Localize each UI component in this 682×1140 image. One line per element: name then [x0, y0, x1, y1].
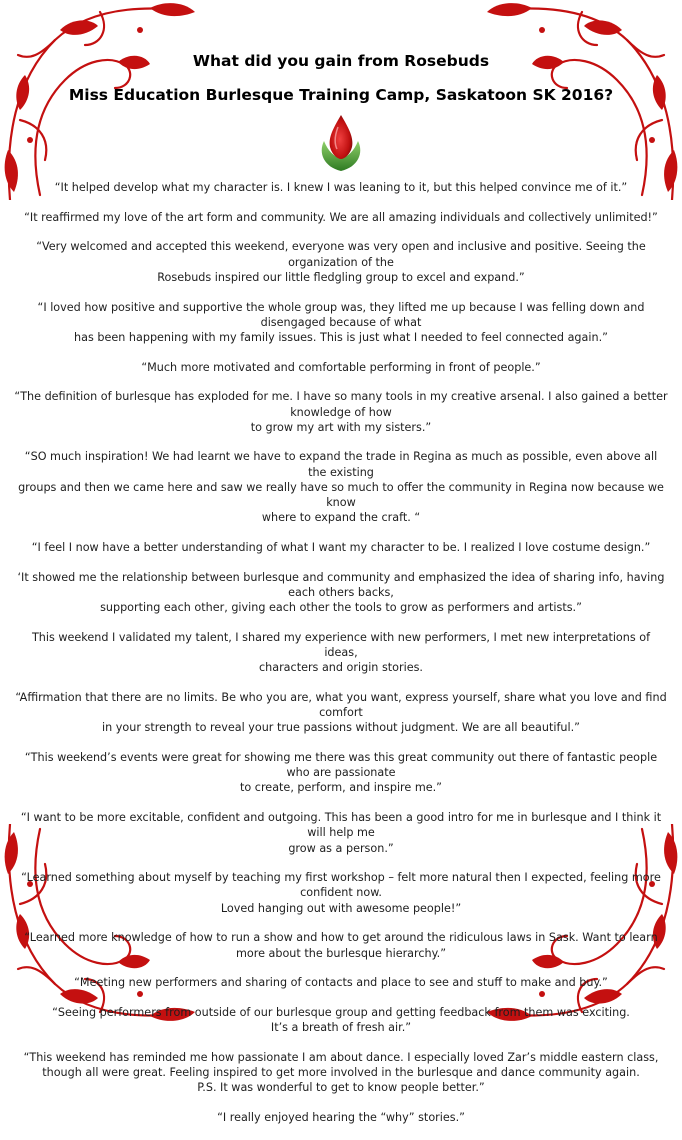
testimonial-list — [14, 180, 668, 1140]
page-title-line-1: What did you gain from Rosebuds — [192, 52, 490, 70]
testimonial-quote: “Learned something about myself by teaching my first workshop – felt more natural then I expected, feeling more confident now. Loved hanging out with awesome people!” — [21, 871, 661, 915]
testimonial-quote: “Meeting new performers and sharing of contacts and place to see and stuff to make and buy.” — [74, 976, 608, 990]
page-title-line-2: Miss Education Burlesque Training Camp, Saskatoon SK 2016? — [68, 86, 614, 104]
testimonial-quote: “It helped develop what my character is. I knew I was leaning to it, but this helped convince me of it.” — [54, 181, 628, 194]
testimonial-quote: “I feel I now have a better understanding of what I want my character to be. I realized I love costume design.” — [31, 540, 651, 554]
testimonial-quote: ‘It showed me the relationship between burlesque and community and emphasized the idea of sharing info, having each others backs, supporting each other, giving each other the tools to grow as performers and artists.” — [17, 570, 665, 615]
testimonial-quote: “I loved how positive and supportive the whole group was, they lifted me up because I was felling down and disengaged because of what has been happening with my family issues. This is just what I needed to feel connected again.” — [37, 300, 645, 344]
testimonial-quote: “Seeing performers from outside of our burlesque group and getting feedback from them was exciting. It’s a breath of fresh air.” — [52, 1005, 630, 1035]
testimonial-quote: “This weekend’s events were great for showing me there was this great community out there of fantastic people who are passionate to create, perform, and inspire me.” — [24, 750, 658, 795]
testimonial-quote: “This weekend has reminded me how passionate I am about dance. I especially loved Zar’s middle eastern class, though all were great. Feeling inspired to get more involved in the burlesque and dance community again. P.S. It was wonderful to get to know people better.” — [23, 1050, 659, 1095]
testimonial-quote: “I want to be more excitable, confident and outgoing. This has been a good intro for me in burlesque and I think it will help me grow as a person.” — [20, 811, 662, 855]
testimonial-quote: “Affirmation that there are no limits. Be who you are, what you want, express yourself, share what you love and find comfort in your strength to reveal your true passions without judgment. We are all beautiful.” — [15, 690, 667, 735]
testimonial-quote: “The definition of burlesque has exploded for me. I have so many tools in my creative arsenal. I also gained a better knowledge of how to grow my art with my sisters.” — [14, 390, 668, 434]
testimonial-quote: “Learned more knowledge of how to run a show and how to get around the ridiculous laws in Sask. Want to learn more about the burlesque hierarchy.” — [24, 931, 658, 960]
rosebud-icon — [316, 113, 366, 173]
testimonial-quote: “SO much inspiration! We had learnt we have to expand the trade in Regina as much as possible, even above all the existing groups and then we came here and saw we really have so much to offer the community in Regina now because we know where to expand the craft. “ — [18, 450, 664, 525]
testimonial-quote: “I really enjoyed hearing the “why” stories.” — [217, 1110, 465, 1124]
testimonial-quote: “Much more motivated and comfortable performing in front of people.” — [141, 360, 541, 374]
testimonial-quote: This weekend I validated my talent, I shared my experience with new performers, I met new interpretations of ideas, characters and origin stories. — [31, 630, 651, 675]
testimonial-quote: “It reaffirmed my love of the art form and community. We are all amazing individuals and collectively unlimited!” — [24, 210, 658, 224]
testimonial-quote: “Very welcomed and accepted this weekend, everyone was very open and inclusive and positive. Seeing the organization of the Rosebuds inspired our little fledgling group to excel and expand.” — [36, 240, 646, 284]
